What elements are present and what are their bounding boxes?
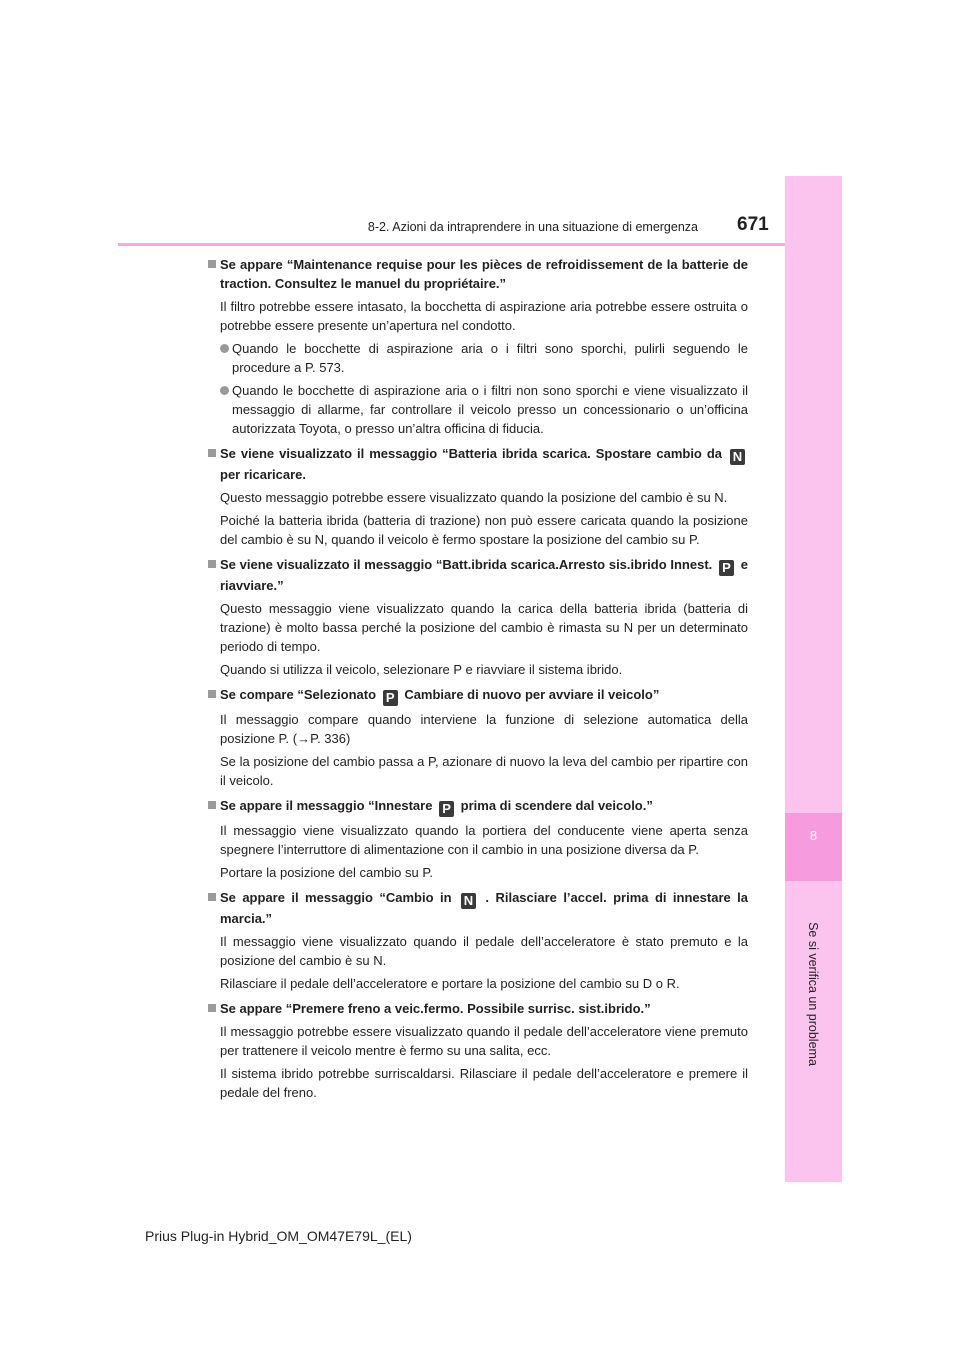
entry-paragraph: Poiché la batteria ibrida (batteria di trazione) non può essere caricata quando la posizione del cambio è su N, quando il veicolo è fermo spostare la posizione del cambio su P. (220, 513, 748, 547)
round-bullet-icon (220, 386, 229, 395)
gear-p-icon: P (383, 690, 398, 706)
entry-title-start: Se viene visualizzato il messaggio “Batteria ibrida scarica. Spostare cambio da (220, 446, 723, 461)
entry-title-start: Se compare “Selezionato (220, 687, 377, 702)
square-bullet-icon (208, 893, 216, 901)
square-bullet-icon (208, 449, 216, 457)
message-entry (206, 255, 748, 438)
entry-title (220, 796, 748, 817)
message-entry (206, 555, 748, 679)
entry-paragraph: Il messaggio viene visualizzato quando il pedale dell’acceleratore è stato premuto e la posizione del cambio è su N. (220, 934, 748, 968)
entry-title (220, 888, 748, 928)
entry-title-end: . Rilasciare l’accel. prima di innestare la marcia.” (220, 890, 748, 926)
entry-title-end: Cambiare di nuovo per avviare il veicolo” (404, 687, 660, 702)
square-bullet-icon (208, 260, 216, 268)
bullet-text: Quando le bocchette di aspirazione aria o i filtri sono sporchi, pulirli seguendo le procedure a P. 573. (232, 341, 748, 375)
side-tab-chapter-marker (785, 813, 842, 881)
message-entry (206, 444, 748, 549)
entry-paragraph: Il sistema ibrido potrebbe surriscaldarsi. Rilasciare il pedale dell’acceleratore e premere il pedale del freno. (220, 1066, 748, 1100)
square-bullet-icon (208, 801, 216, 809)
message-entry (206, 888, 748, 993)
entry-paragraph: Il filtro potrebbe essere intasato, la bocchetta di aspirazione aria potrebbe essere ostruita o potrebbe essere presente un’apertura nel condotto. (220, 299, 748, 333)
entry-title-end: per ricaricare. (220, 467, 307, 482)
bullet-item (220, 339, 748, 377)
gear-n-icon: N (461, 893, 476, 909)
chapter-number: 8 (809, 828, 818, 843)
entry-title (220, 444, 748, 484)
entry-title-start: Se appare il messaggio “Innestare (220, 798, 433, 813)
entry-paragraph: Il messaggio viene visualizzato quando la portiera del conducente viene aperta senza spegnere l’interruttore di alimentazione con il cambio in una posizione diversa da P. (220, 823, 748, 857)
chapter-title: Se si verifica un problema (806, 922, 820, 1066)
footer-document-id: Prius Plug-in Hybrid_OM_OM47E79L_(EL) (145, 1228, 412, 1244)
message-entry (206, 685, 748, 790)
message-entry (206, 796, 748, 882)
bullet-text: Quando le bocchette di aspirazione aria o i filtri non sono sporchi e viene visualizzato il messaggio di allarme, far controllare il veicolo presso un concessionario o un’officina autorizzata Toyota, o presso un’altra officina di fiducia. (232, 383, 748, 436)
page-number: 671 (737, 214, 769, 235)
entry-title-start: Se appare il messaggio “Cambio in (220, 890, 452, 905)
header-section-title: 8-2. Azioni da intraprendere in una situazione di emergenza (367, 220, 698, 234)
entry-paragraph: Il messaggio potrebbe essere visualizzato quando il pedale dell’acceleratore viene premuto per trattenere il veicolo mentre è fermo su una salita, ecc. (220, 1024, 748, 1058)
message-entry (206, 999, 748, 1102)
square-bullet-icon (208, 560, 216, 568)
entry-paragraph: Portare la posizione del cambio su P. (220, 865, 433, 880)
entry-title (220, 555, 748, 595)
entry-title-end: prima di scendere dal veicolo.” (460, 798, 653, 813)
gear-n-icon: N (730, 449, 745, 465)
entry-paragraph: Questo messaggio potrebbe essere visualizzato quando la posizione del cambio è su N. (220, 490, 728, 505)
bullet-item (220, 381, 748, 438)
entry-title: Se appare “Premere freno a veic.fermo. Possibile surrisc. sist.ibrido.” (220, 1001, 651, 1016)
page-content (206, 255, 748, 1102)
entry-paragraph: Se la posizione del cambio passa a P, azionare di nuovo la leva del cambio per ripartire con il veicolo. (220, 754, 748, 788)
entry-title: Se appare “Maintenance requise pour les pièces de refroidissement de la batterie de traction. Consultez le manuel du propriétaire.” (220, 257, 748, 291)
entry-title-end: e riavviare.” (220, 557, 748, 593)
entry-paragraph: Rilasciare il pedale dell’acceleratore e portare la posizione del cambio su D o R. (220, 976, 680, 991)
header-divider (118, 243, 785, 246)
gear-p-icon: P (439, 801, 454, 817)
round-bullet-icon (220, 344, 229, 353)
square-bullet-icon (208, 1004, 216, 1012)
entry-title (220, 685, 748, 706)
gear-p-icon: P (719, 560, 734, 576)
entry-paragraph: Il messaggio compare quando interviene la funzione di selezione automatica della posizione P. (→P. 336) (220, 712, 748, 746)
entry-paragraph: Quando si utilizza il veicolo, selezionare P e riavviare il sistema ibrido. (220, 662, 623, 677)
square-bullet-icon (208, 690, 216, 698)
entry-title-start: Se viene visualizzato il messaggio “Batt.ibrida scarica.Arresto sis.ibrido Innest. (220, 557, 713, 572)
entry-paragraph: Questo messaggio viene visualizzato quando la carica della batteria ibrida (batteria di trazione) è molto bassa perché la posizione del cambio è rimasta su N per un determinato periodo di tempo. (220, 601, 748, 654)
